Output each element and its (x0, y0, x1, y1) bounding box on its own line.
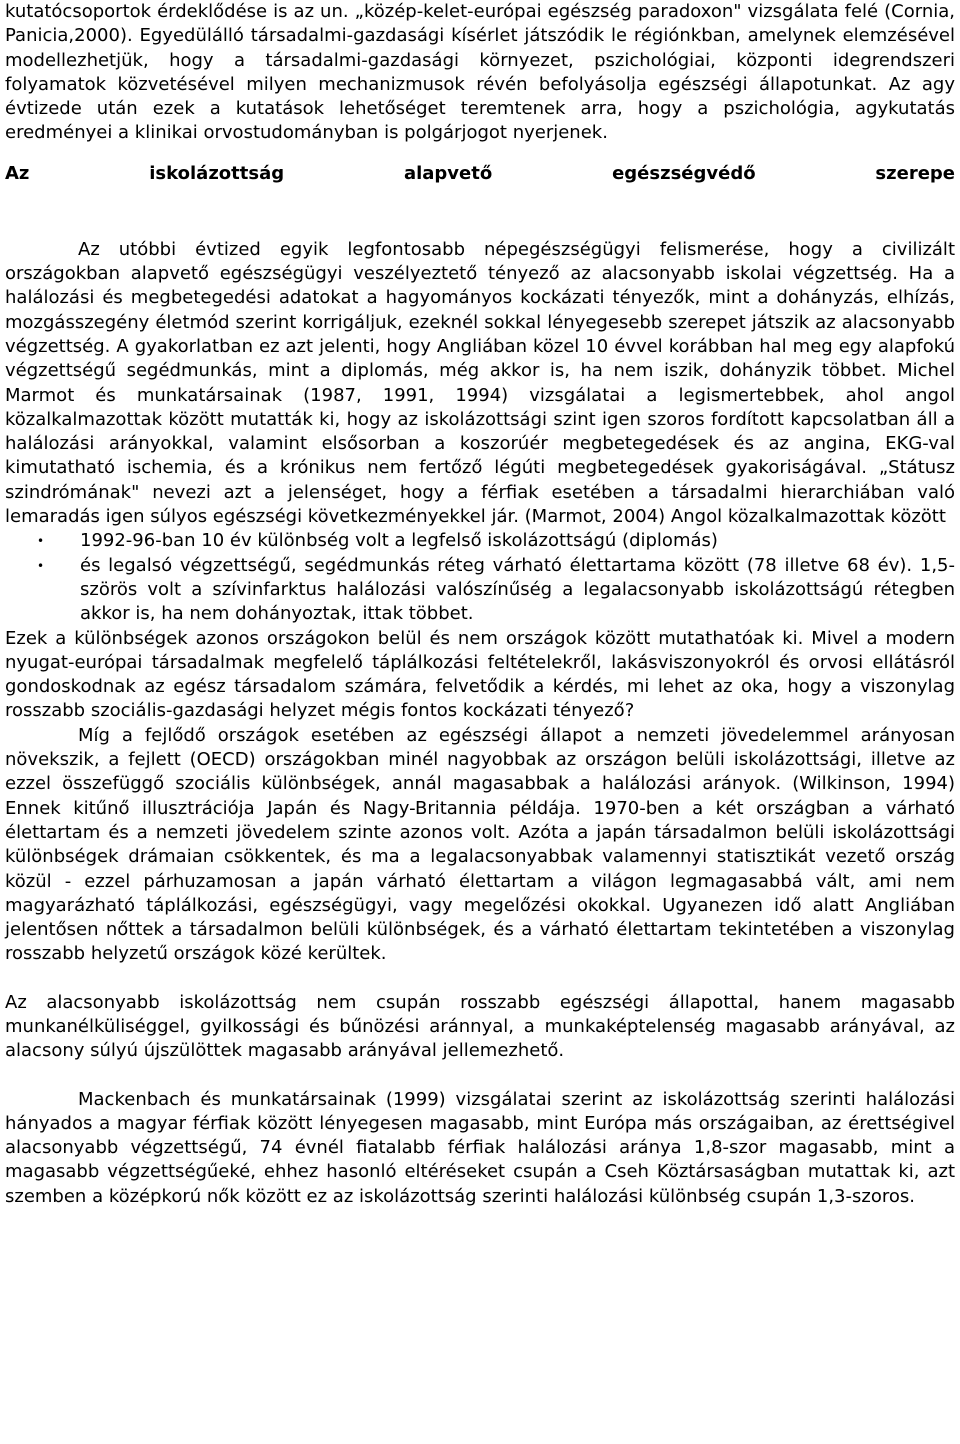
section-heading: Az iskolázottság alapvető egészségvédő szerepe (5, 162, 955, 184)
document-page (5, 0, 955, 1209)
paragraph-mackenbach: Mackenbach és munkatársainak (1999) vizsgálatai szerint az iskolázottság szerinti halálozási hányados a magyar férfiak között lényegesen magasabb, mint Európa más országaiban, az érettségivel alacsonyabb végzettségű, 74 évnél fiatalabb férfiak halálozási aránya 1,8-szor magasabb, mint a magasabb végzettségűeké, ehhez hasonló eltéréseket csupán a Cseh Köztársaságban mutattak ki, azt szemben a középkorú nők között ez az iskolázottság szerinti halálozási különbség csupán 1,3-szoros. (5, 1088, 955, 1207)
paragraph-differences: Ezek a különbségek azonos országokon belül és nem országok között mutathatóak ki. Mivel a modern nyugat-európai társadalmak megfelelő táplálkozási feltételekről, lakásviszonyokról és orvosi ellátásról gondoskodnak az egész társadalom számára, felvetődik a kérdés, mi lehet az oka, hogy a viszonylag rosszabb szociális-gazdasági helyzet mégis fontos kockázati tényező? (5, 627, 955, 722)
paragraph-intro: kutatócsoportok érdeklődése is az un. „közép-kelet-európai egészség paradoxon" vizsgálata felé (Cornia, Panicia,2000). Egyedülálló társadalmi-gazdasági kísérlet játszódik le régiónkban, amelynek elemzésével modellezhetjük, hogy a társadalmi-gazdasági környezet, pszichológiai, központi idegrendszeri folyamatok közvetésével milyen mechanizmusok révén befolyásolja egészségi állapotunkat. Az agy évtizede után ezek a kutatások lehetőséget teremtenek arra, hogy a pszichológia, agykutatás eredményei a klinikai orvostudományban is polgárjogot nyerjenek. (5, 1, 955, 144)
paragraph-developing-countries: Míg a fejlődő országok esetében az egészségi állapot a nemzeti jövedelemmel arányosan növekszik, a fejlett (OECD) országokban minél nagyobbak az országon belüli iskolázottsági, illetve az ezzel összefüggő szociális különbségek, annál magasabbak a halálozási arányok. (Wilkinson, 1994) Ennek kitűnő illusztrációja Japán és Nagy-Britannia példája. 1970-ben a két országban a várható élettartam és a nemzeti jövedelem szinte azonos volt. Azóta a japán társadalmon belüli iskolázottsági különbségek drámaian csökkentek, és ma a legalacsonyabbak valamennyi statisztikát vezető ország közül - ezzel párhuzamosan a japán várható élettartam a világon legmagasabbá vált, ami nem magyarázható táplálkozási, egészségügyi, vagy megelőzési okokkal. Ugyanezen idő alatt Angliában jelentősen nőttek a társadalmon belüli különbségek, és a várható élettartam tekintetében a viszonylag rosszabb helyzetű országok közé kerültek. (5, 724, 955, 965)
paragraph-low-education: Az alacsonyabb iskolázottság nem csupán rosszabb egészségi állapottal, hanem magasabb munkanélküliséggel, gyilkossági és bűnözési aránnyal, a munkaképtelenség magasabb arányával, az alacsony súlyú újszülöttek magasabb arányával jellemezhető. (5, 991, 955, 1062)
paragraph-recognition: Az utóbbi évtized egyik legfontosabb népegészségügyi felismerése, hogy a civilizált országokban alapvető egészségügyi veszélyeztető tényező az alacsonyabb iskolai végzettség. Ha a halálozási és megbetegedési adatokat a hagyományos kockázati tényezők, mint a dohányzás, elhízás, mozgásszegény életmód szerint korrigáljuk, ezeknél sokkal lényegesebb szerepet játszik az alacsonyabb végzettség. A gyakorlatban ez azt jelenti, hogy Angliában közel 10 évvel korábban hal meg egy alapfokú végzettségű segédmunkás, mint a diplomás, még akkor is, ha nem iszik, dohányzik többet. Michel Marmot és munkatársainak (1987, 1991, 1994) vizsgálatai a legismertebbek, ahol angol közalkalmazottak között mutatták ki, hogy az iskolázottsági szint igen szoros fordított kapcsolatban áll a halálozási arányokkal, valamint elsősorban a koszorúér megbetegedések és az angina, EKG-val kimutatható ischemia, és a krónikus nem fertőző légúti megbetegedések gyakoriságával. „Státusz szindrómának" nevezi azt a jelenséget, hogy a férfiak esetében a társadalmi hierarchiában való lemaradás igen súlyos egészségi következményekkel jár. (Marmot, 2004) Angol közalkalmazottak között (5, 238, 955, 528)
bullet-list (5, 529, 955, 626)
bullet-item: • 1992-96-ban 10 év különbség volt a legfelső iskolázottságú (diplomás) (5, 529, 955, 553)
bullet-item: • és legalsó végzettségű, segédmunkás réteg várható élettartama között (78 illetve 68 év). 1,5-szörös volt a szívinfarktus halálozási valószínűség a legalacsonyabb iskolázottságú rétegben akkor is, ha nem dohányoztak, ittak többet. (5, 554, 955, 627)
